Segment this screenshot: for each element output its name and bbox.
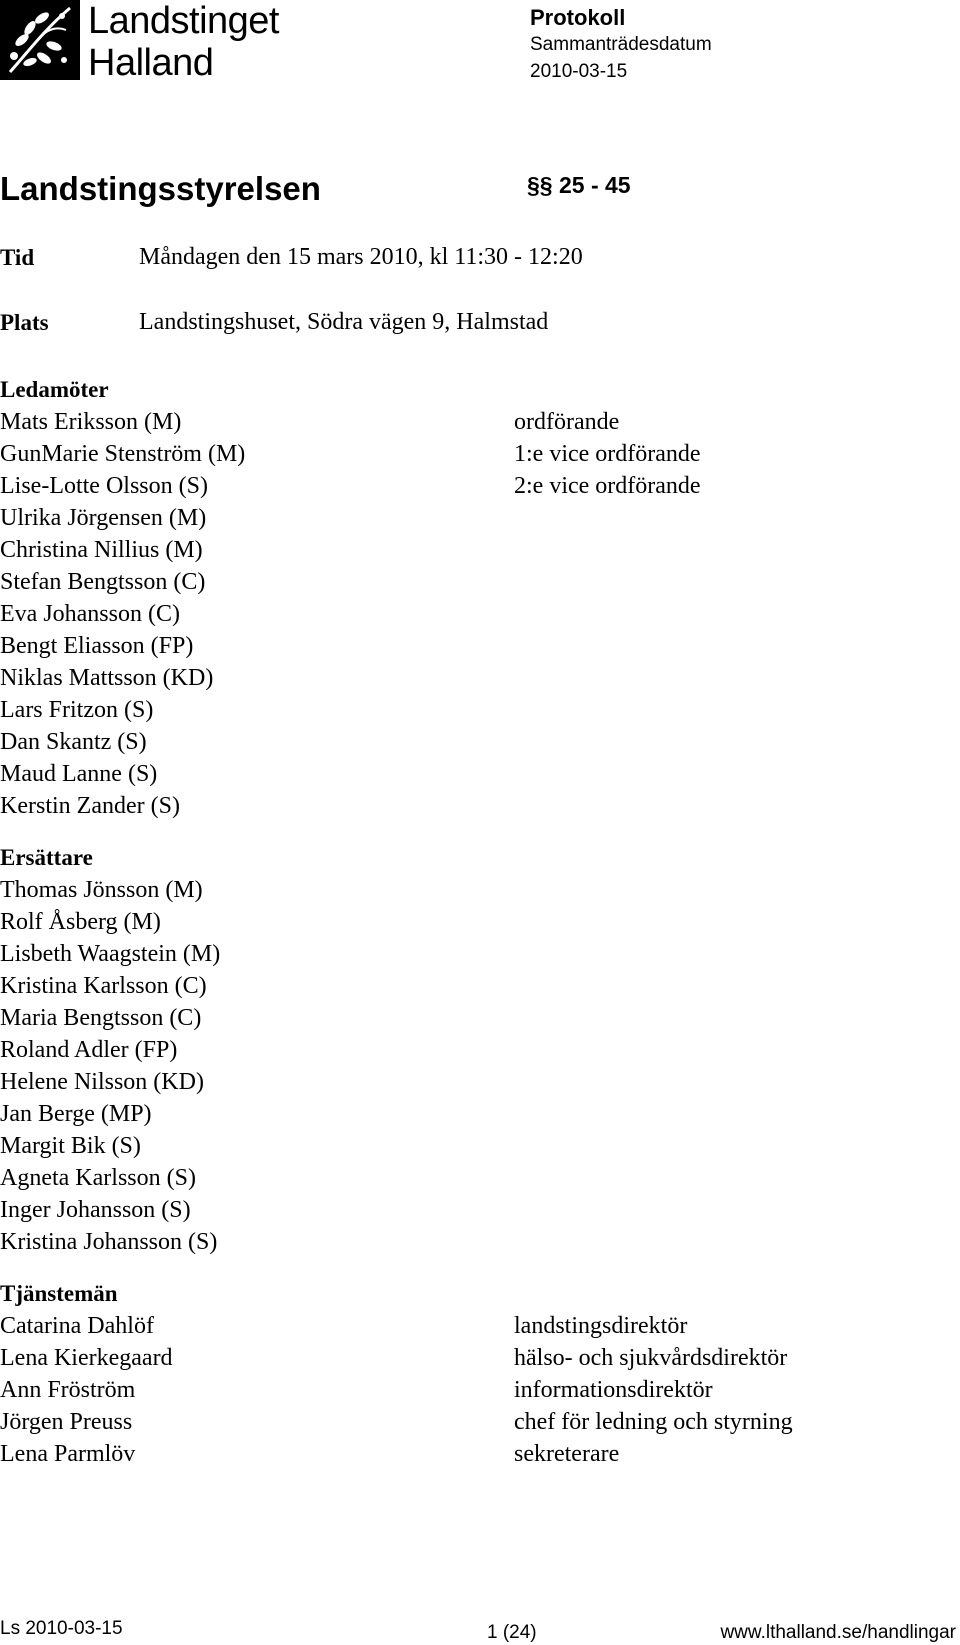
footer-ref: Ls 2010-03-15	[0, 1618, 123, 1639]
list-item	[0, 566, 900, 598]
list-item	[0, 630, 900, 662]
person-name: Catarina Dahlöf	[0, 1313, 154, 1339]
person-role: ordförande	[514, 409, 620, 435]
person-role	[514, 970, 894, 1002]
person-role	[514, 1162, 894, 1194]
person-role: informationsdirektör	[514, 1377, 713, 1403]
person-name: Rolf Åsberg (M)	[0, 909, 161, 935]
meeting-date: 2010-03-15	[530, 61, 628, 82]
person-name: Dan Skantz (S)	[0, 729, 147, 755]
person-role	[514, 758, 894, 790]
person-role	[514, 630, 894, 662]
list-item	[0, 694, 900, 726]
person-role: 2:e vice ordförande	[514, 473, 701, 499]
person-name: Margit Bik (S)	[0, 1133, 141, 1159]
header-info	[530, 4, 712, 85]
list-item	[0, 874, 900, 906]
person-role	[514, 502, 894, 534]
list-item	[0, 1066, 900, 1098]
list-item	[0, 726, 900, 758]
list-item	[0, 1406, 900, 1438]
list-item	[0, 534, 900, 566]
person-name: Inger Johansson (S)	[0, 1197, 191, 1223]
list-item	[0, 1002, 900, 1034]
section-tjanstemän	[0, 1278, 900, 1470]
official-list	[0, 1310, 900, 1470]
person-name: Mats Eriksson (M)	[0, 409, 182, 435]
list-item	[0, 1342, 900, 1374]
section-heading: Ledamöter	[0, 377, 109, 402]
person-role	[514, 726, 894, 758]
list-item	[0, 1310, 900, 1342]
list-item	[0, 1098, 900, 1130]
person-name: Eva Johansson (C)	[0, 601, 180, 627]
person-name: GunMarie Stenström (M)	[0, 441, 246, 467]
place-value: Landstingshuset, Södra vägen 9, Halmstad	[139, 309, 549, 335]
list-item	[0, 438, 900, 470]
list-item	[0, 906, 900, 938]
person-name: Niklas Mattsson (KD)	[0, 665, 214, 691]
list-item	[0, 938, 900, 970]
person-name: Agneta Karlsson (S)	[0, 1165, 196, 1191]
person-role	[514, 662, 894, 694]
person-role	[514, 534, 894, 566]
list-item	[0, 1034, 900, 1066]
person-name: Thomas Jönsson (M)	[0, 877, 203, 903]
list-item	[0, 1162, 900, 1194]
list-item	[0, 1130, 900, 1162]
list-item	[0, 758, 900, 790]
page-number: 1 (24)	[487, 1622, 537, 1643]
person-name: Lise-Lotte Olsson (S)	[0, 473, 208, 499]
person-name: Lars Fritzon (S)	[0, 697, 154, 723]
person-name: Kerstin Zander (S)	[0, 793, 180, 819]
list-item	[0, 470, 900, 502]
list-item	[0, 790, 900, 822]
list-item	[0, 598, 900, 630]
person-name: Maria Bengtsson (C)	[0, 1005, 202, 1031]
person-role: chef för ledning och styrning	[514, 1409, 793, 1435]
footer-url[interactable]: www.lthalland.se/handlingar	[720, 1622, 956, 1643]
person-name: Christina Nillius (M)	[0, 537, 203, 563]
list-item	[0, 406, 900, 438]
time-label: Tid	[0, 245, 35, 270]
list-item	[0, 502, 900, 534]
person-name: Jörgen Preuss	[0, 1409, 133, 1435]
person-role	[514, 694, 894, 726]
person-name: Lena Kierkegaard	[0, 1345, 173, 1371]
person-role	[514, 906, 894, 938]
person-role	[514, 874, 894, 906]
person-role	[514, 566, 894, 598]
section-ledamoter	[0, 374, 900, 822]
list-item	[0, 970, 900, 1002]
person-name: Ann Fröström	[0, 1377, 136, 1403]
person-name: Ulrika Jörgensen (M)	[0, 505, 207, 531]
person-name: Lena Parmlöv	[0, 1441, 136, 1467]
list-item	[0, 662, 900, 694]
person-name: Maud Lanne (S)	[0, 761, 158, 787]
logo-wordmark	[88, 0, 279, 84]
list-item	[0, 1194, 900, 1226]
section-heading: Ersättare	[0, 845, 93, 870]
person-role: 1:e vice ordförande	[514, 441, 701, 467]
member-list	[0, 406, 900, 822]
time-value: Måndagen den 15 mars 2010, kl 11:30 - 12:20	[139, 244, 583, 270]
person-name: Helene Nilsson (KD)	[0, 1069, 204, 1095]
person-name: Stefan Bengtsson (C)	[0, 569, 206, 595]
person-name: Kristina Johansson (S)	[0, 1229, 218, 1255]
person-role	[514, 1226, 894, 1258]
person-name: Jan Berge (MP)	[0, 1101, 152, 1127]
person-role: landstingsdirektör	[514, 1313, 688, 1339]
doc-type: Protokoll	[530, 5, 626, 30]
logo-line-2: Halland	[88, 42, 214, 84]
paragraph-range: §§ 25 - 45	[527, 172, 631, 198]
leaf-branch-emblem-icon	[0, 0, 80, 80]
person-role: sekreterare	[514, 1441, 620, 1467]
person-role	[514, 1034, 894, 1066]
section-ersattare	[0, 842, 900, 1258]
person-name: Kristina Karlsson (C)	[0, 973, 207, 999]
date-label: Sammanträdesdatum	[530, 34, 712, 55]
substitute-list	[0, 874, 900, 1258]
section-heading: Tjänstemän	[0, 1281, 118, 1306]
person-name: Roland Adler (FP)	[0, 1037, 178, 1063]
logo-line-1: Landstinget	[88, 0, 279, 42]
logo-emblem	[0, 0, 80, 80]
person-name: Lisbeth Waagstein (M)	[0, 941, 221, 967]
person-role	[514, 1130, 894, 1162]
page-title: Landstingsstyrelsen	[0, 170, 321, 207]
list-item	[0, 1374, 900, 1406]
person-role	[514, 1002, 894, 1034]
person-role	[514, 1194, 894, 1226]
person-role	[514, 598, 894, 630]
list-item	[0, 1438, 900, 1470]
place-label: Plats	[0, 310, 49, 335]
person-role	[514, 938, 894, 970]
person-role: hälso- och sjukvårdsdirektör	[514, 1345, 788, 1371]
list-item	[0, 1226, 900, 1258]
person-role	[514, 1098, 894, 1130]
person-role	[514, 1066, 894, 1098]
person-role	[514, 790, 894, 822]
person-name: Bengt Eliasson (FP)	[0, 633, 194, 659]
